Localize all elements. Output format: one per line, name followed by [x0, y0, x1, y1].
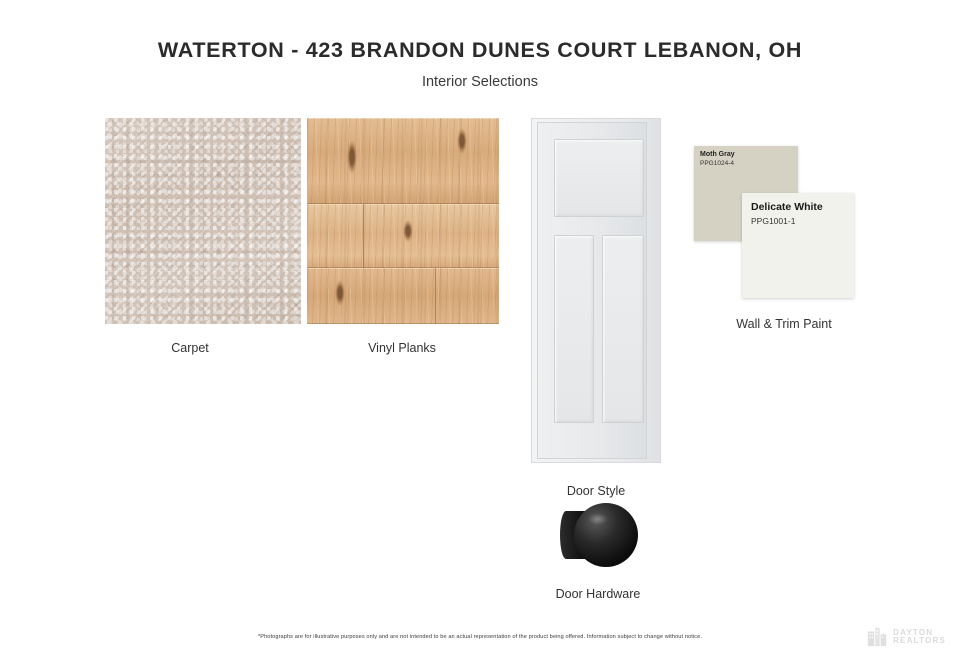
paint-chip-code: PPG1024-4 — [700, 159, 734, 167]
page-subtitle: Interior Selections — [421, 74, 539, 90]
carpet-caption: Carpet — [171, 341, 209, 355]
paint-chips — [694, 146, 864, 301]
paint-chip-name: Delicate White — [751, 201, 823, 213]
logo-line-1: DAYTON — [893, 627, 934, 637]
paint-chip-name: Moth Gray — [700, 151, 735, 158]
carpet-swatch — [105, 118, 301, 324]
vinyl-planks-swatch — [307, 118, 499, 324]
knob-highlight — [588, 513, 608, 525]
logo-text — [893, 629, 946, 646]
door-hardware-image — [558, 501, 638, 569]
wall-trim-paint-caption: Wall & Trim Paint — [736, 317, 832, 331]
paint-chip-code: PPG1001-1 — [751, 216, 796, 227]
disclaimer-text: *Photographs are for illustrative purposes only and are not intended to be an actual representation of the product being offered. Information subject to change without notice. — [257, 634, 703, 640]
knob-ball — [574, 503, 638, 567]
page-title: WATERTON - 423 BRANDON DUNES COURT LEBANON, OH — [157, 38, 803, 62]
door-panel-bottom-left — [554, 235, 594, 423]
vinyl-planks-caption: Vinyl Planks — [368, 341, 436, 355]
dayton-realtors-logo — [866, 626, 946, 648]
building-icon — [866, 626, 888, 648]
paint-chip-delicate-white — [742, 193, 854, 298]
logo-line-2: REALTORS — [893, 636, 946, 645]
door-style-image — [531, 118, 661, 463]
door-style-caption: Door Style — [566, 484, 626, 498]
door-hardware-caption: Door Hardware — [555, 587, 641, 601]
door-panel-bottom-right — [602, 235, 644, 423]
header — [0, 38, 960, 90]
door-panel-top — [554, 139, 644, 217]
